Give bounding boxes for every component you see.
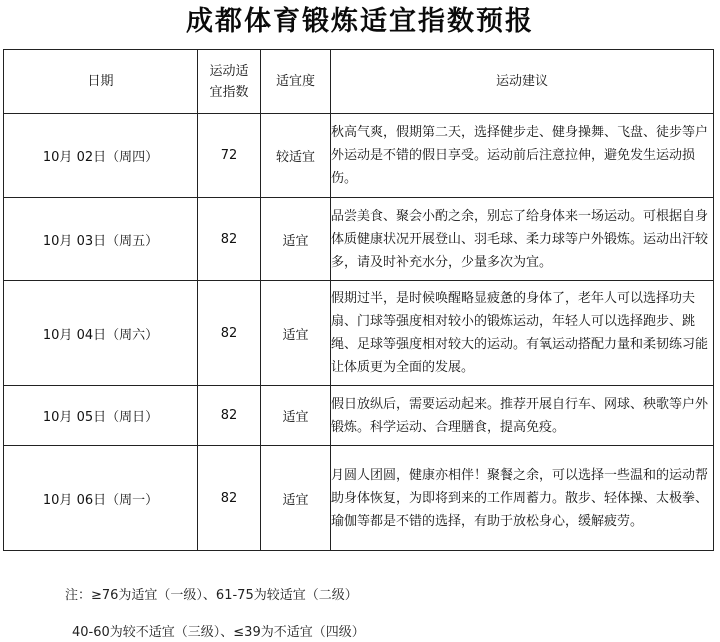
cell-index: 82 [198,446,261,551]
cell-date: 10月 05日（周日） [4,386,198,446]
cell-index: 82 [198,281,261,386]
cell-date: 10月 04日（周六） [4,281,198,386]
cell-index: 82 [198,198,261,281]
note-line-2: 40-60为较不适宜（三级）、≤39为不适宜（四级） [72,625,365,640]
header-level: 适宜度 [261,50,331,114]
header-date: 日期 [4,50,198,114]
table-row [4,281,714,386]
cell-advice: 月圆人团圆，健康亦相伴！聚餐之余，可以选择一些温和的运动帮助身体恢复，为即将到来的工作周蓄力。散步、轻体操、太极拳、瑜伽等都是不错的选择，有助于放松身心，缓解疲劳。 [331,446,714,551]
page-title: 成都体育锻炼适宜指数预报 [186,6,534,37]
table-row [4,114,714,198]
cell-index: 72 [198,114,261,198]
cell-level: 适宜 [261,198,331,281]
cell-level: 适宜 [261,281,331,386]
cell-level: 较适宜 [261,114,331,198]
cell-level: 适宜 [261,446,331,551]
header-advice: 运动建议 [331,50,714,114]
cell-date: 10月 03日（周五） [4,198,198,281]
cell-advice: 秋高气爽，假期第二天，选择健步走、健身操舞、飞盘、徒步等户外运动是不错的假日享受。运动前后注意拉伸，避免发生运动损伤。 [331,114,714,198]
cell-advice: 品尝美食、聚会小酌之余，别忘了给身体来一场运动。可根据自身体质健康状况开展登山、羽毛球、柔力球等户外锻炼。运动出汗较多，请及时补充水分，少量多次为宜。 [331,198,714,281]
cell-index: 82 [198,386,261,446]
cell-level: 适宜 [261,386,331,446]
table-row [4,386,714,446]
table-header-row [4,50,714,114]
table-row [4,198,714,281]
note-line-1: 注：≥76为适宜（一级）、61-75为较适宜（二级） [65,588,358,603]
cell-advice: 假日放纵后，需要运动起来。推荐开展自行车、网球、秧歌等户外锻炼。科学运动、合理膳食，提高免疫。 [331,386,714,446]
forecast-table [3,49,714,551]
cell-advice: 假期过半，是时候唤醒略显疲惫的身体了，老年人可以选择功夫扇、门球等强度相对较小的锻炼运动，年轻人可以选择跑步、跳绳、足球等强度相对较大的运动。有氧运动搭配力量和柔韧练习能让体质更为全面的发展。 [331,281,714,386]
table-row [4,446,714,551]
header-index: 运动适宜指数 [198,50,261,114]
cell-date: 10月 02日（周四） [4,114,198,198]
cell-date: 10月 06日（周一） [4,446,198,551]
